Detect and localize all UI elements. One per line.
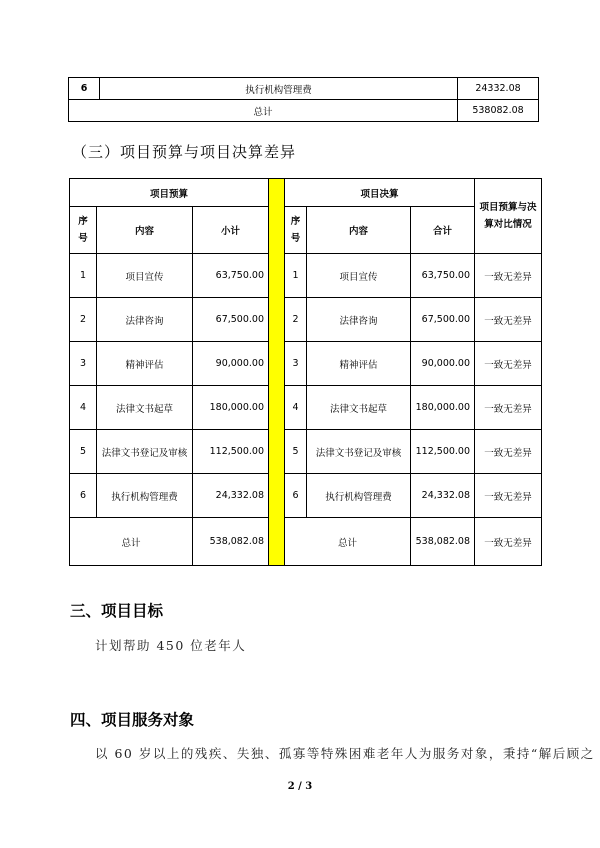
final-seq: 6 [285, 474, 307, 518]
budget-comparison-table [69, 178, 542, 566]
col-final-content-header: 内容 [307, 207, 411, 254]
seq: 4 [70, 386, 97, 430]
seq: 2 [70, 298, 97, 342]
final-total-label: 总计 [285, 518, 411, 566]
table-header-row [70, 179, 542, 207]
content: 精神评估 [97, 342, 193, 386]
table-row [70, 386, 542, 430]
page-number: 2 / 3 [287, 781, 313, 792]
content: 执行机构管理费 [97, 474, 193, 518]
section-heading-goal: 三、项目目标 [70, 602, 164, 620]
budget-amount: 112,500.00 [193, 430, 269, 474]
total-amount: 538082.08 [458, 100, 539, 122]
budget-amount: 24,332.08 [193, 474, 269, 518]
seq: 5 [70, 430, 97, 474]
final-content: 精神评估 [307, 342, 411, 386]
col-seq-header: 序号 [70, 207, 97, 254]
col-content-header: 内容 [97, 207, 193, 254]
final-amount: 112,500.00 [411, 430, 475, 474]
content: 法律文书起草 [97, 386, 193, 430]
final-content: 项目宣传 [307, 254, 411, 298]
table-row [70, 298, 542, 342]
budget-amount: 180,000.00 [193, 386, 269, 430]
budget-total-amount: 538,082.08 [193, 518, 269, 566]
section-title-budget-difference: （三）项目预算与项目决算差异 [72, 143, 297, 161]
final-amount: 24,332.08 [411, 474, 475, 518]
final-seq: 4 [285, 386, 307, 430]
compare-result: 一致无差异 [475, 342, 542, 386]
content: 项目宣传 [97, 254, 193, 298]
table-row [70, 342, 542, 386]
expense-table-continuation [68, 77, 539, 122]
final-content: 法律文书起草 [307, 386, 411, 430]
compare-result: 一致无差异 [475, 430, 542, 474]
total-label: 总计 [69, 100, 458, 122]
seq: 1 [70, 254, 97, 298]
row-number: 6 [69, 78, 100, 100]
budget-amount: 90,000.00 [193, 342, 269, 386]
table-row [70, 430, 542, 474]
table-total-row [70, 518, 542, 566]
final-seq: 3 [285, 342, 307, 386]
col-total-header: 合计 [411, 207, 475, 254]
table-row [69, 78, 539, 100]
compare-result: 一致无差异 [475, 254, 542, 298]
seq: 6 [70, 474, 97, 518]
final-seq: 1 [285, 254, 307, 298]
row-item: 执行机构管理费 [100, 78, 458, 100]
final-amount: 63,750.00 [411, 254, 475, 298]
budget-header: 项目预算 [70, 179, 269, 207]
final-total-amount: 538,082.08 [411, 518, 475, 566]
table-row [70, 254, 542, 298]
final-amount: 67,500.00 [411, 298, 475, 342]
final-header: 项目决算 [285, 179, 475, 207]
final-content: 法律咨询 [307, 298, 411, 342]
row-amount: 24332.08 [458, 78, 539, 100]
col-subtotal-header: 小计 [193, 207, 269, 254]
final-amount: 90,000.00 [411, 342, 475, 386]
compare-result: 一致无差异 [475, 474, 542, 518]
col-final-seq-header: 序号 [285, 207, 307, 254]
table-subheader-row [70, 207, 542, 254]
seq: 3 [70, 342, 97, 386]
content: 法律文书登记及审核 [97, 430, 193, 474]
final-content: 法律文书登记及审核 [307, 430, 411, 474]
compare-header: 项目预算与决算对比情况 [475, 179, 542, 254]
yellow-divider [269, 179, 285, 566]
compare-result: 一致无差异 [475, 386, 542, 430]
content: 法律咨询 [97, 298, 193, 342]
final-seq: 5 [285, 430, 307, 474]
final-seq: 2 [285, 298, 307, 342]
budget-total-label: 总计 [70, 518, 193, 566]
service-target-text: 以 60 岁以上的残疾、失独、孤寡等特殊困难老年人为服务对象，秉持“解后顾之 [95, 746, 595, 761]
budget-amount: 67,500.00 [193, 298, 269, 342]
section-heading-service-target: 四、项目服务对象 [70, 711, 195, 729]
table-row [70, 474, 542, 518]
table-row [69, 100, 539, 122]
budget-amount: 63,750.00 [193, 254, 269, 298]
goal-text: 计划帮助 450 位老年人 [95, 638, 247, 653]
total-compare-result: 一致无差异 [475, 518, 542, 566]
compare-result: 一致无差异 [475, 298, 542, 342]
final-content: 执行机构管理费 [307, 474, 411, 518]
final-amount: 180,000.00 [411, 386, 475, 430]
